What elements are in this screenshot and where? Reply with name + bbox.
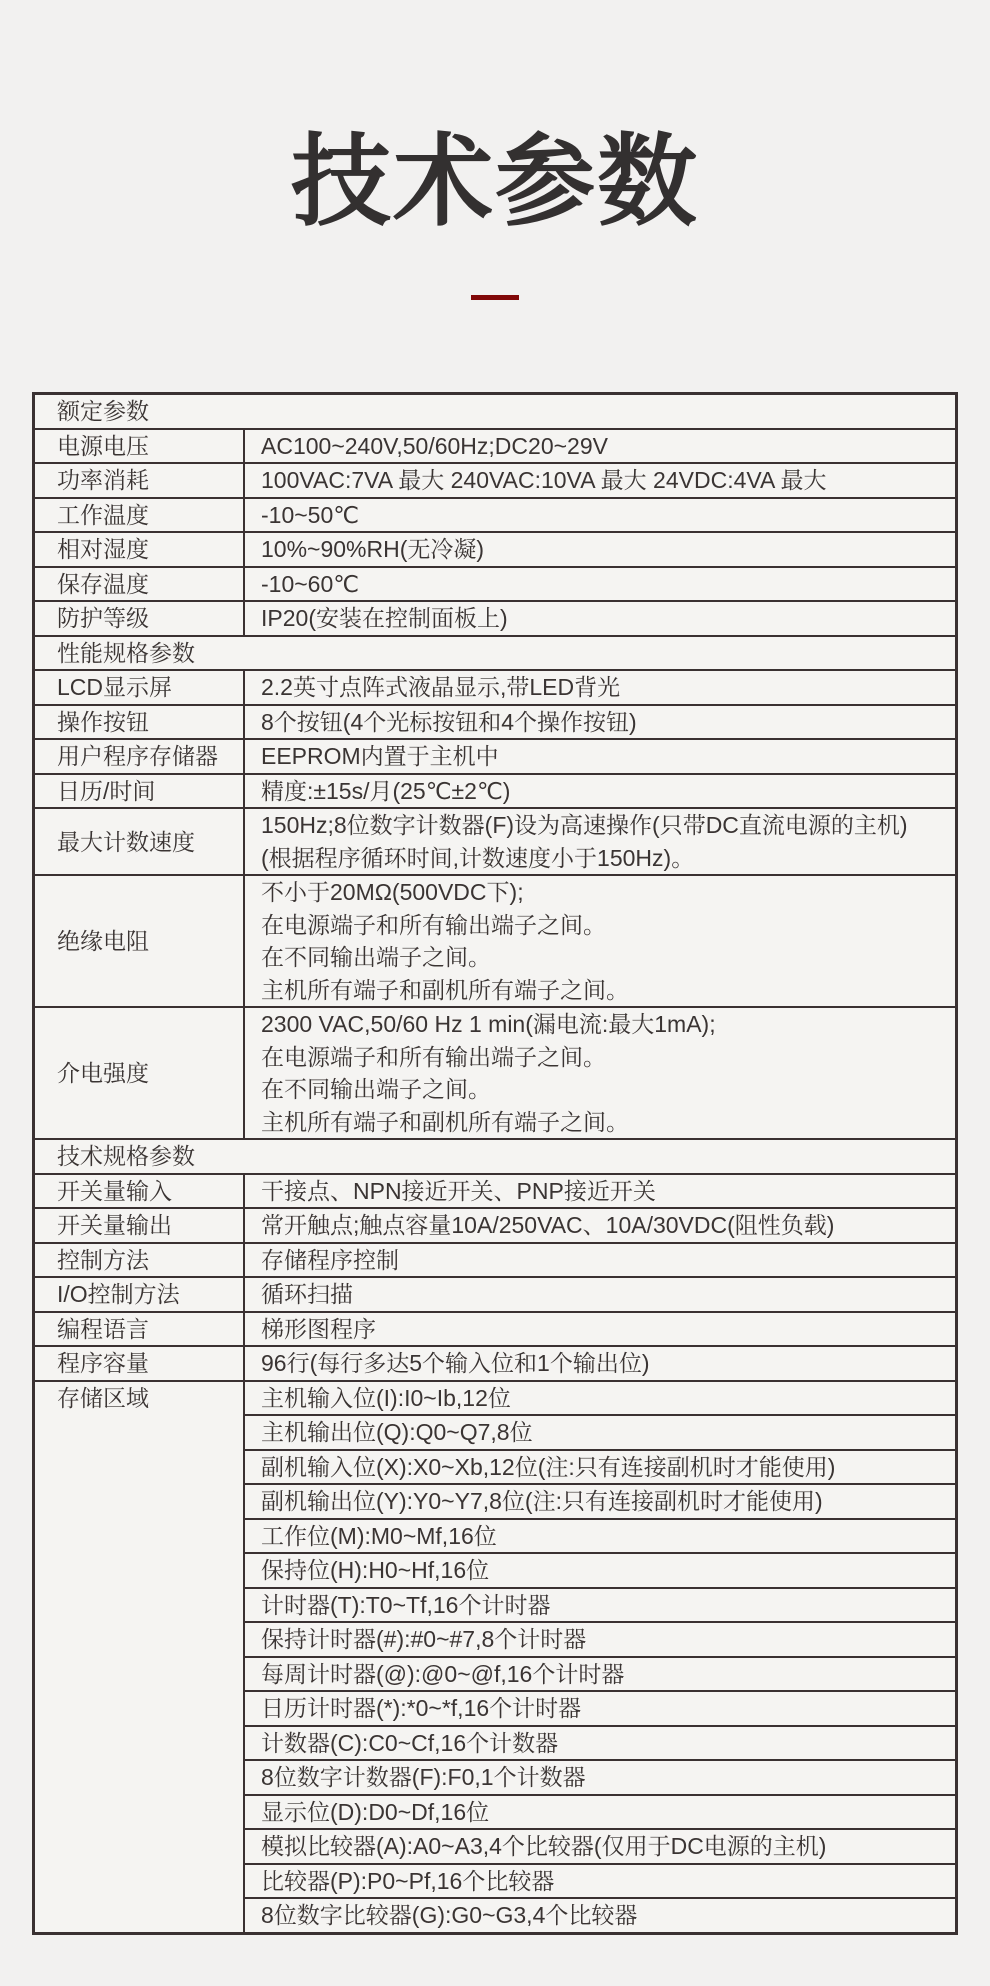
spec-subrow: 主机输出位(Q):Q0~Q7,8位 (245, 1414, 955, 1449)
spec-subrow: 比较器(P):P0~Pf,16个比较器 (245, 1863, 955, 1898)
table-row (35, 1276, 955, 1311)
spec-subrow: 保持位(H):H0~Hf,16位 (245, 1552, 955, 1587)
spec-value (243, 876, 955, 1006)
spec-label: 最大计数速度 (57, 828, 195, 855)
spec-label: 电源电压 (57, 432, 149, 459)
spec-subrow: 工作位(M):M0~Mf,16位 (245, 1518, 955, 1553)
spec-value (243, 430, 955, 463)
spec-label: 开关量输入 (57, 1177, 172, 1204)
spec-value (243, 1278, 955, 1311)
spec-subrow: 副机输出位(Y):Y0~Y7,8位(注:只有连接副机时才能使用) (245, 1483, 955, 1518)
spec-label: 相对湿度 (57, 536, 149, 563)
spec-value-line: 在电源端子和所有输出端子之间。 (261, 911, 606, 938)
spec-value-line: 10%~90%RH(无冷凝) (261, 536, 485, 562)
spec-value (243, 706, 955, 739)
table-row (35, 704, 955, 739)
spec-value (243, 1175, 955, 1208)
spec-label: 控制方法 (57, 1246, 149, 1273)
spec-value-line: (根据程序循环时间,计数速度小于150Hz)。 (261, 844, 695, 871)
table-row (35, 874, 955, 1006)
spec-label: 保存温度 (57, 570, 149, 597)
spec-label: 操作按钮 (57, 708, 149, 735)
table-row (35, 807, 955, 874)
table-row (35, 566, 955, 601)
spec-value (243, 1382, 955, 1932)
spec-value-line: EEPROM内置于主机中 (261, 743, 499, 769)
spec-value (243, 809, 955, 874)
spec-value-line: 150Hz;8位数字计数器(F)设为高速操作(只带DC直流电源的主机) (261, 812, 908, 838)
spec-value (243, 602, 955, 635)
spec-label: I/O控制方法 (57, 1281, 180, 1308)
spec-subrow: 副机输入位(X):X0~Xb,12位(注:只有连接副机时才能使用) (245, 1449, 955, 1484)
spec-subrow: 计时器(T):T0~Tf,16个计时器 (245, 1587, 955, 1622)
spec-value-line: 梯形图程序 (261, 1315, 376, 1342)
spec-value (243, 1008, 955, 1138)
spec-subrow: 显示位(D):D0~Df,16位 (245, 1794, 955, 1829)
spec-label: 编程语言 (57, 1315, 149, 1342)
spec-subrow: 主机输入位(I):I0~Ib,12位 (261, 1384, 511, 1411)
table-section-row (35, 635, 955, 670)
spec-label: 开关量输出 (57, 1212, 172, 1239)
table-row (35, 1006, 955, 1138)
section-label: 技术规格参数 (57, 1143, 195, 1169)
table-row (35, 497, 955, 532)
table-row (35, 1311, 955, 1346)
title-accent-dash (471, 295, 519, 300)
spec-value-line: 100VAC:7VA 最大 240VAC:10VA 最大 24VDC:4VA 最大 (261, 467, 827, 493)
table-row (35, 600, 955, 635)
spec-value (243, 740, 955, 773)
spec-value (243, 464, 955, 497)
spec-value-line: -10~60℃ (261, 570, 360, 597)
spec-label: 用户程序存储器 (57, 743, 218, 770)
table-row (35, 1345, 955, 1380)
spec-subrow: 计数器(C):C0~Cf,16个计数器 (245, 1725, 955, 1760)
table-row (35, 773, 955, 808)
spec-value (243, 1209, 955, 1242)
spec-label: LCD显示屏 (57, 674, 173, 701)
spec-value (243, 1313, 955, 1346)
table-row (35, 1207, 955, 1242)
spec-label: 绝缘电阻 (57, 928, 149, 954)
table-row (35, 428, 955, 463)
spec-value-line: 在不同输出端子之间。 (261, 1076, 491, 1102)
table-row (35, 1380, 955, 1932)
table-section-row (35, 1138, 955, 1173)
spec-value (243, 533, 955, 566)
spec-value-line: 2300 VAC,50/60 Hz 1 min(漏电流:最大1mA); (261, 1011, 716, 1037)
spec-subrow: 模拟比较器(A):A0~A3,4个比较器(仅用于DC电源的主机) (245, 1828, 955, 1863)
spec-subrow: 日历计时器(*):*0~*f,16个计时器 (245, 1690, 955, 1725)
page-title: 技术参数 (291, 126, 699, 238)
spec-value-line: 在电源端子和所有输出端子之间。 (261, 1043, 606, 1070)
section-label: 性能规格参数 (57, 639, 195, 666)
spec-value-line: 常开触点;触点容量10A/250VAC、10A/30VDC(阻性负载) (261, 1212, 835, 1238)
spec-subrow: 8位数字比较器(G):G0~G3,4个比较器 (245, 1897, 955, 1932)
table-row (35, 1173, 955, 1208)
spec-value (243, 568, 955, 601)
table-row (35, 462, 955, 497)
table-row (35, 531, 955, 566)
spec-label: 程序容量 (57, 1350, 149, 1377)
spec-value (243, 1347, 955, 1380)
spec-value-line: 8个按钮(4个光标按钮和4个操作按钮) (261, 708, 637, 735)
spec-value (243, 671, 955, 704)
spec-value-line: 主机所有端子和副机所有端子之间。 (261, 1108, 629, 1135)
table-row (35, 669, 955, 704)
section-label: 额定参数 (57, 398, 149, 424)
spec-value-line: 存储程序控制 (261, 1246, 399, 1273)
spec-value-line: 循环扫描 (261, 1281, 353, 1307)
spec-subrow: 每周计时器(@):@0~@f,16个计时器 (245, 1656, 955, 1691)
spec-subrow: 保持计时器(#):#0~#7,8个计时器 (245, 1621, 955, 1656)
spec-label: 防护等级 (57, 605, 149, 632)
spec-value-line: 96行(每行多达5个输入位和1个输出位) (261, 1350, 650, 1376)
spec-label: 工作温度 (57, 501, 149, 528)
spec-label: 日历/时间 (57, 777, 156, 804)
table-row (35, 738, 955, 773)
spec-value (243, 499, 955, 532)
spec-label: 存储区域 (57, 1384, 149, 1411)
spec-value-line: IP20(安装在控制面板上) (261, 605, 508, 631)
spec-subrow: 8位数字计数器(F):F0,1个计数器 (245, 1759, 955, 1794)
spec-value (243, 1244, 955, 1277)
spec-value-line: AC100~240V,50/60Hz;DC20~29V (261, 432, 608, 459)
spec-value-line: 2.2英寸点阵式液晶显示,带LED背光 (261, 674, 621, 700)
spec-value (243, 775, 955, 808)
spec-value-line: 干接点、NPN接近开关、PNP接近开关 (261, 1177, 656, 1204)
spec-value-line: 精度:±15s/月(25℃±2℃) (261, 777, 511, 804)
spec-label: 功率消耗 (57, 467, 149, 494)
table-row (35, 1242, 955, 1277)
spec-label: 介电强度 (57, 1060, 149, 1086)
spec-value-line: 不小于20MΩ(500VDC下); (261, 879, 524, 905)
spec-value-line: 在不同输出端子之间。 (261, 944, 491, 970)
spec-value-line: -10~50℃ (261, 501, 360, 528)
table-section-row (35, 395, 955, 428)
spec-table (32, 392, 958, 1935)
spec-value-line: 主机所有端子和副机所有端子之间。 (261, 976, 629, 1003)
